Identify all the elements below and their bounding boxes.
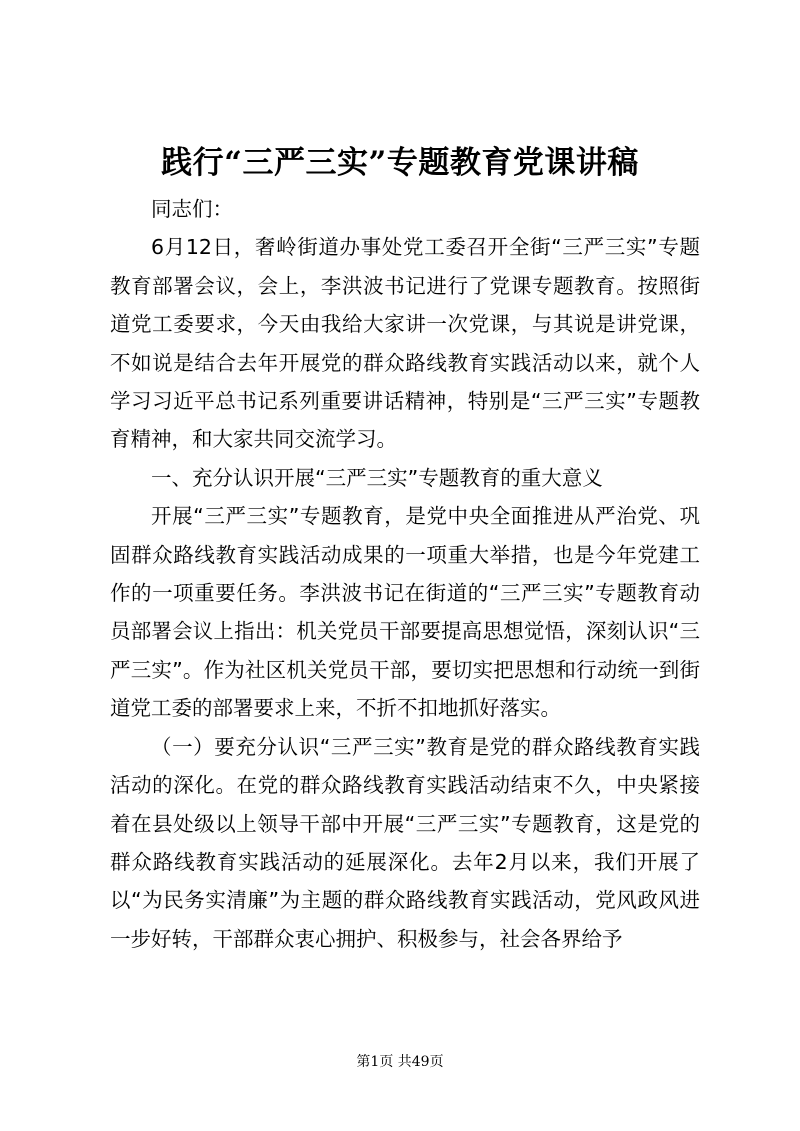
body-paragraph: （一）要充分认识“三严三实”教育是党的群众路线教育实践活动的深化。在党的群众路线教育实践活动结束不久，中央紧接着在县处级以上领导干部中开展“三严三实”专题教育，这是党的群众路线教育实践活动的延展深化。去年2月以来，我们开展了以“为民务实清廉”为主题的群众路线教育实践活动，党风政风进一步好转，干部群众衷心拥护、积极参与，社会各界给予 — [110, 734, 700, 951]
body-paragraph: 开展“三严三实”专题教育，是党中央全面推进从严治党、巩固群众路线教育实践活动成果的一项重大举措，也是今年党建工作的一项重要任务。李洪波书记在街道的“三严三实”专题教育动员部署会议上指出：机关党员干部要提高思想觉悟，深刻认识“三严三实”。作为社区机关党员干部，要切实把思想和行动统一到街道党工委的部署要求上来，不折不扣地抓好落实。 — [110, 504, 700, 721]
section-heading: 一、充分认识开展“三严三实”专题教育的重大意义 — [151, 465, 603, 490]
document-title: 践行“三严三实”专题教育党课讲稿 — [161, 145, 639, 181]
page-number: 第1页 共49页 — [356, 1054, 444, 1070]
document-body — [110, 190, 700, 958]
salutation-paragraph: 同志们： — [151, 197, 233, 221]
body-paragraph: 6月12日，奢岭街道办事处党工委召开全街“三严三实”专题教育部署会议，会上，李洪波书记进行了党课专题教育。按照街道党工委要求，今天由我给大家讲一次党课，与其说是讲党课，不如说是结合去年开展党的群众路线教育实践活动以来，就个人学习习近平总书记系列重要讲话精神，特别是“三严三实”专题教育精神，和大家共同交流学习。 — [110, 235, 700, 452]
